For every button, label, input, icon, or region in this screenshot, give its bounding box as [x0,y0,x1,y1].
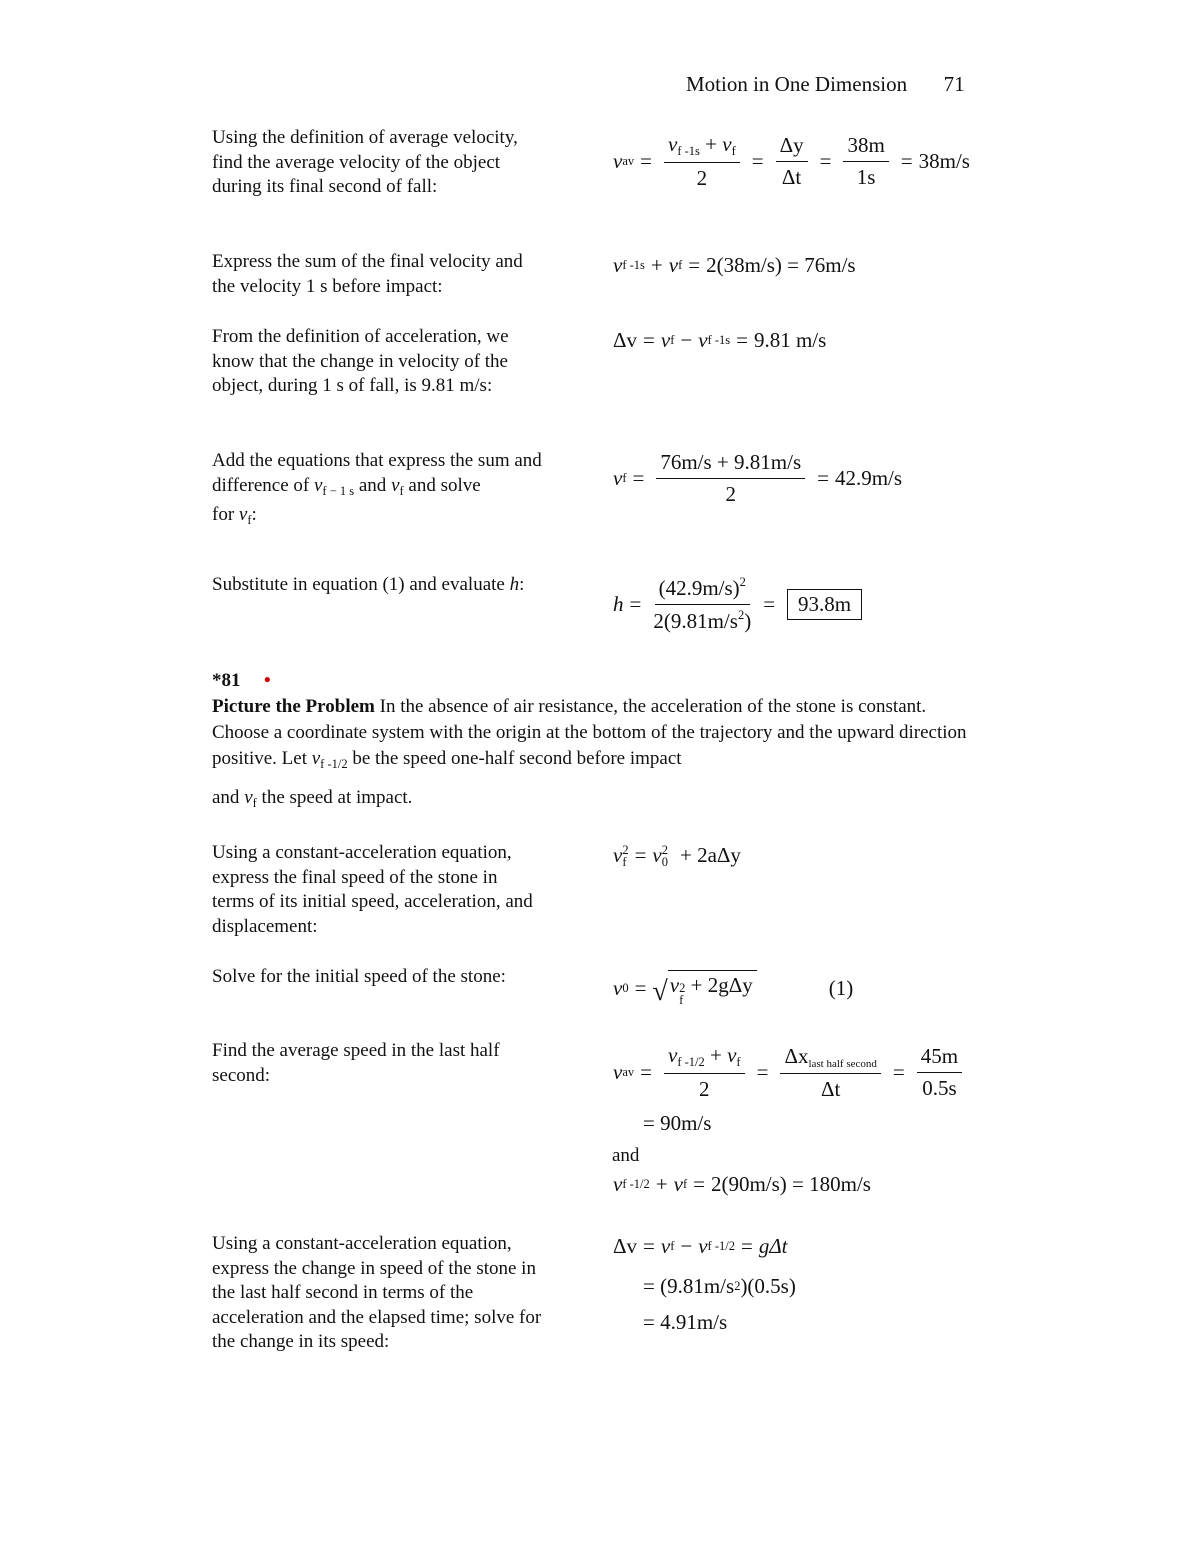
equation-speed-change-line2: = (9.81m/s 2 )(0.5s) [643,1274,796,1298]
and-text: and [612,1145,640,1166]
difficulty-bullet: • [264,670,271,691]
step-7-text: Solve for the initial speed of the stone: [212,966,506,987]
step-4-text: Add the equations that express the sum and difference of $v_{f - 1 s}$ and $v_f$ and solve for $v_f$: [212,450,542,528]
step-9-text: Using a constant-acceleration equation, express the change in speed of the stone in the last half second in terms of the acceleration and the elapsed time; solve for the change in its speed: [212,1233,542,1353]
step-8-text: Find the average speed in the last half second: [212,1040,500,1086]
equation-initial-speed: v 0 = √ v 2 f + 2gΔy (1) [613,970,853,1006]
step-3-text: From the definition of acceleration, we know that the change in velocity of the object, during 1 s of fall, is 9.81 m/s: [212,326,509,397]
equation-height: h = $\frac{(42.9m/s)^2}{2(9.81m/s^2)}$ = 93.8m [613,575,862,634]
step-1-text: Using the definition of average velocity, find the average velocity of the object during its final second of fall: [212,127,518,198]
equation-speed-sum: v f -1/2 + v f = 2(90m/s) = 180m/s [613,1172,871,1196]
equation-speed-change: Δv = v f − v f -1/2 = gΔt [613,1234,788,1258]
equation-label: (1) [828,975,854,1000]
equation-velocity-difference: Δv = v f − v f -1s = 9.81 m/s [613,328,827,352]
picture-the-problem-end: and $v_f$ the speed at impact. [212,787,413,810]
running-header [686,72,965,97]
page-number: 71 [943,72,965,96]
equation-final-velocity: v f = $\frac{76m/s + 9.81m/s}{2}$ = 42.9m/s [613,450,903,506]
problem-number: *81 • [212,670,271,691]
picture-the-problem: Picture the Problem In the absence of air resistance, the acceleration of the stone is constant. Choose a coordinate system with the origin at the bottom of the trajectory and the upward direction positive. Let $v_{f -1/2}$ be the speed one-half second before impact [212,696,967,771]
step-5-text: Substitute in equation (1) and evaluate h: [212,574,525,595]
step-2-text: Express the sum of the final velocity and the velocity 1 s before impact: [212,251,523,297]
header-title: Motion in One Dimension [686,72,908,96]
equation-velocity-sum: v f -1s + v f = 2(38m/s) = 76m/s [613,253,856,277]
equation-speed-change-result: = 4.91m/s [643,1310,728,1334]
equation-average-speed: v av = $\frac{v_{f -1/2} + v_f}{2}$ = $\frac{\Delta x_{last half second}}{\Delta t}$ = $\frac{45m}{0.5s}$ [613,1043,968,1102]
boxed-answer: 93.8m [787,589,862,620]
step-6-text: Using a constant-acceleration equation, express the final speed of the stone in terms of its initial speed, acceleration, and displacement: [212,842,533,937]
equation-kinematic: v 2 f = v 2 0 + 2aΔy [613,842,741,869]
equation-average-velocity: v av = $\frac{v_{f -1s} + v_f}{2}$ = $\frac{\Delta y}{\Delta t}$ = $\frac{38m}{1s}$ = 38m/s [613,132,970,190]
equation-average-speed-result: = 90m/s [643,1111,712,1135]
